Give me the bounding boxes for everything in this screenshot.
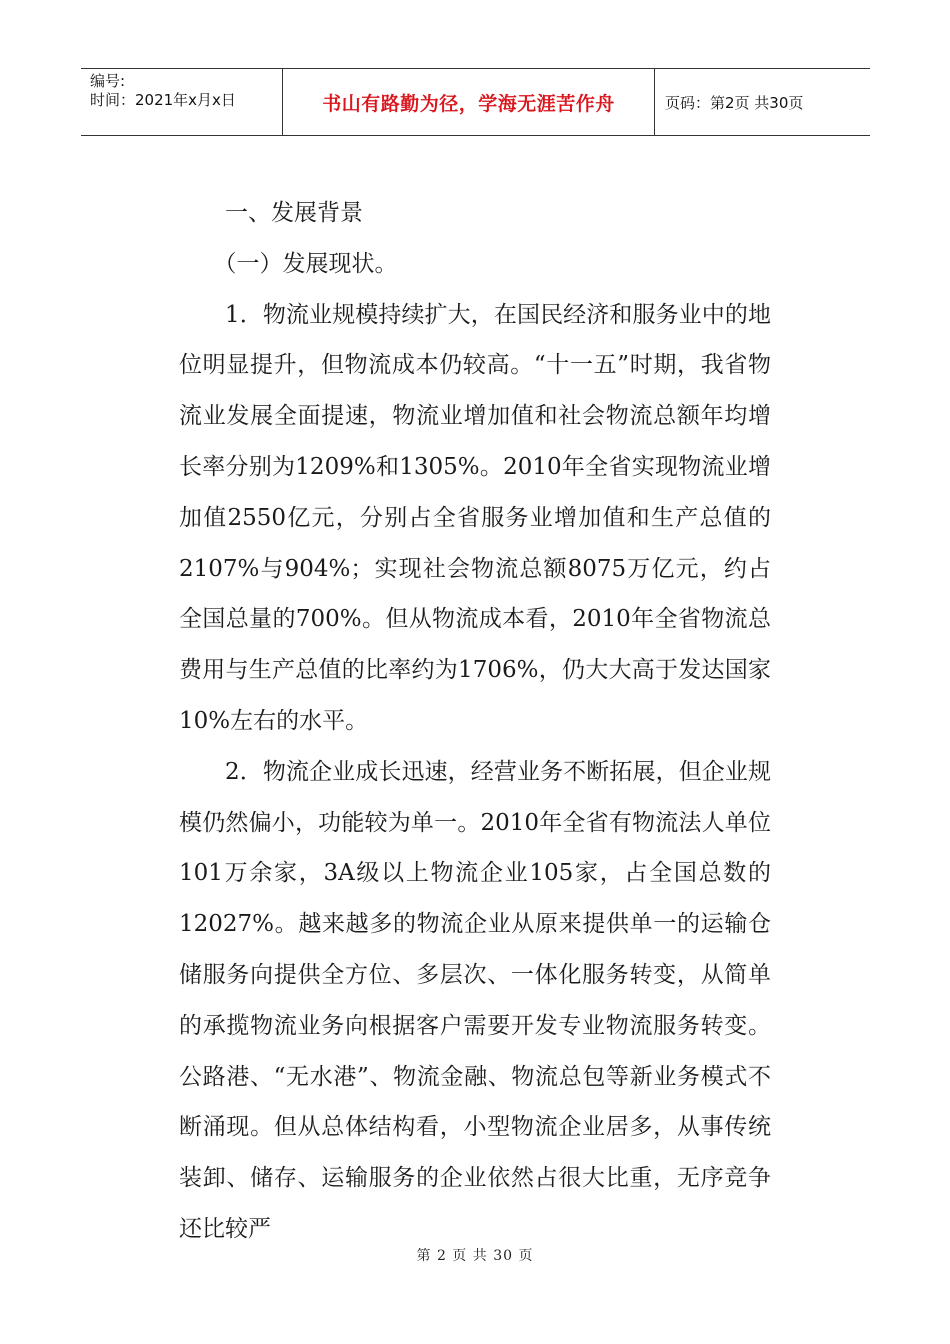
header-page-info: 页码：第2页 共30页	[665, 93, 804, 112]
body-paragraph-2: 2．物流企业成长迅速，经营业务不断拓展，但企业规模仍然偏小，功能较为单一。2010年全省有物流法人单位101万余家，3A级以上物流企业105家，占全国总数的12027%。越来越多的物流企业从原来提供单一的运输仓储服务向提供全方位、多层次、一体化服务转变，从简单的承揽物流业务向根据客户需要开发专业物流服务转变。公路港、“无水港”、物流金融、物流总包等新业务模式不断涌现。但从总体结构看，小型物流企业居多，从事传统装卸、储存、运输服务的企业依然占很大比重，无序竞争还比较严	[179, 758, 771, 1242]
header-motto: 书山有路勤为径，学海无涯苦作舟	[322, 92, 615, 115]
header-motto-cell	[282, 69, 655, 135]
page-header	[81, 68, 870, 136]
header-page-info-cell	[655, 69, 870, 135]
document-number-label: 编号:	[90, 72, 126, 90]
document-body	[179, 188, 771, 1255]
header-meta	[81, 69, 282, 135]
section-heading: 一、发展背景	[225, 200, 363, 226]
subsection-heading: （一）发展现状。	[213, 250, 398, 277]
document-date-label: 时间：2021年x月x日	[90, 91, 236, 109]
body-paragraph-1: 1．物流业规模持续扩大，在国民经济和服务业中的地位明显提升，但物流成本仍较高。“十一五”时期，我省物流业发展全面提速，物流业增加值和社会物流总额年均增长率分别为1209%和1305%。2010年全省实现物流业增加值2550亿元，分别占全省服务业增加值和生产总值的2107%与904%；实现社会物流总额8075万亿元，约占全国总量的700%。但从物流成本看，2010年全省物流总费用与生产总值的比率约为1706%，仍大大高于发达国家10%左右的水平。	[179, 301, 771, 734]
page-footer	[0, 1245, 950, 1265]
footer-page-number: 第 2 页 共 30 页	[416, 1248, 534, 1264]
